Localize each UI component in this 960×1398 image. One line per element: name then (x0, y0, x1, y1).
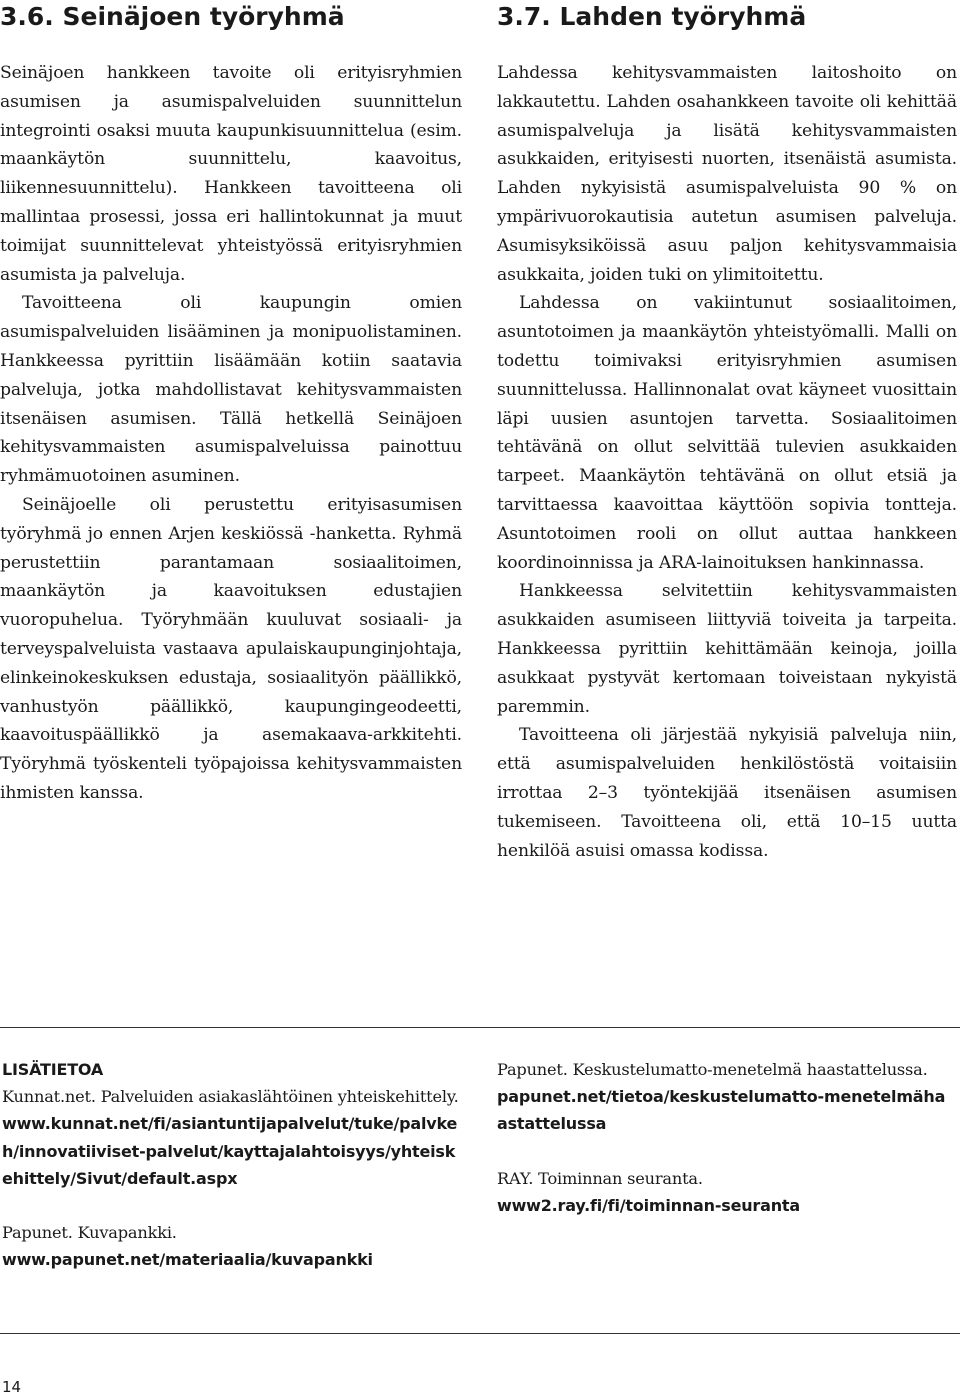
reference-link[interactable]: www2.ray.fi/fi/toiminnan-seuranta (497, 1195, 800, 1215)
reference-link[interactable]: www.papunet.net/materiaalia/kuvapankki (2, 1250, 373, 1270)
reference-link[interactable]: papunet.net/tietoa/keskustelumatto-menetelmähaastattelussa (497, 1087, 946, 1134)
paragraph: Tavoitteena oli järjestää nykyisiä palveluja niin, että asumispalveluiden henkilöstöstä voitaisiin irrottaa 2–3 työntekijää itsenäisen asumisen tukemiseen. Tavoitteena oli, että 10–15 uutta henkilöä asuisi omassa kodissa. (497, 725, 957, 861)
reference-link[interactable]: www.kunnat.net/fi/asiantuntijapalvelut/tuke/palvkeh/innovatiiviset-palvelut/kayttajalahtoisyys/yhteiskehittely/Sivut/default.aspx (2, 1114, 458, 1188)
info-label: LISÄTIETOA (2, 1060, 104, 1079)
left-column (0, 0, 462, 808)
paragraph: Seinäjoen hankkeen tavoite oli erityisryhmien asumisen ja asumispalveluiden suunnittelun integrointi osaksi muuta kaupunkisuunnittelua (esim. maankäytön suunnittelu, kaavoitus, liikennesuunnittelu). Hankkeen tavoitteena oli mallintaa prosessi, jossa eri hallintokunnat ja muut toimijat suunnittelevat yhteistyössä erityisryhmien asumista ja palveluja. (0, 63, 462, 285)
reference-text: Kunnat.net. Palveluiden asiakaslähtöinen yhteiskehittely. (2, 1087, 459, 1107)
reference-text: Papunet. Keskustelumatto-menetelmä haastattelussa. (497, 1060, 928, 1079)
page-number: 14 (2, 1378, 22, 1396)
info-right (497, 1056, 947, 1219)
info-bottom-rule (0, 1333, 960, 1334)
paragraph: Hankkeessa selvitettiin kehitysvammaisten asukkaiden asumiseen liittyviä toiveita ja tarpeita. Hankkeessa pyrittiin kehittämään keinoja, joilla asukkaat pystyvät kertomaan toiveistaan nykyistä paremmin. (497, 581, 957, 717)
right-column (497, 0, 957, 865)
info-left (2, 1056, 464, 1273)
paragraph: Lahdessa kehitysvammaisten laitoshoito on lakkautettu. Lahden osahankkeen tavoite oli kehittää asumispalveluja ja lisätä kehitysvammaisten asukkaiden, erityisesti nuorten, itsenäistä asumista. Lahden nykyisistä asumispalveluista 90 % on ympärivuorokautisia autetun asumisen palveluja. Asumisyksiköissä asuu paljon kehitysvammaisia asukkaita, joiden tuki on ylimitoitettu. (497, 63, 957, 285)
section-heading-lahti: 3.7. Lahden työryhmä (497, 2, 807, 31)
info-top-rule (0, 1027, 960, 1028)
paragraph: Lahdessa on vakiintunut sosiaalitoimen, asuntotoimen ja maankäytön yhteistyömalli. Malli on todettu toimivaksi erityisryhmien asumisen suunnittelussa. Hallinnonalat ovat käyneet vuosittain läpi uusien asuntojen tarvetta. Sosiaalitoimen tehtävänä on ollut selvittää tulevien asukkaiden tarpeet. Maankäytön tehtävänä on ollut etsiä ja tarvittaessa kaavoittaa käyttöön sopivia tontteja. Asuntotoimen rooli on ollut auttaa hankkeen koordinoinnissa ja ARA-lainoituksen hankinnassa. (497, 293, 957, 573)
reference-text: RAY. Toiminnan seuranta. (497, 1168, 703, 1188)
reference-text: Papunet. Kuvapankki. (2, 1223, 177, 1243)
left-body (0, 59, 462, 808)
section-heading-seinajoki: 3.6. Seinäjoen työryhmä (0, 2, 345, 31)
right-body (497, 59, 957, 865)
paragraph: Tavoitteena oli kaupungin omien asumispalveluiden lisääminen ja monipuolistaminen. Hankkeessa pyrittiin lisäämään kotiin saatavia palveluja, jotka mahdollistavat kehitysvammaisten itsenäisen asumisen. Tällä hetkellä Seinäjoen kehitysvammaisten asumispalveluissa painottuu ryhmämuotoinen asuminen. (0, 293, 462, 487)
paragraph: Seinäjoelle oli perustettu erityisasumisen työryhmä jo ennen Arjen keskiössä -hanketta. Ryhmä perustettiin parantamaan sosiaalitoimen, maankäytön ja kaavoituksen edustajien vuoropuhelua. Työryhmään kuuluvat sosiaali- ja terveyspalveluista vastaava apulaiskaupunginjohtaja, elinkeinokeskuksen edustaja, sosiaalityön päällikkö, vanhustyön päällikkö, kaupungingeodeetti, kaavoituspäällikkö ja asemakaava-arkkitehti. Työryhmä työskenteli työpajoissa kehitysvammaisten ihmisten kanssa. (0, 494, 462, 803)
